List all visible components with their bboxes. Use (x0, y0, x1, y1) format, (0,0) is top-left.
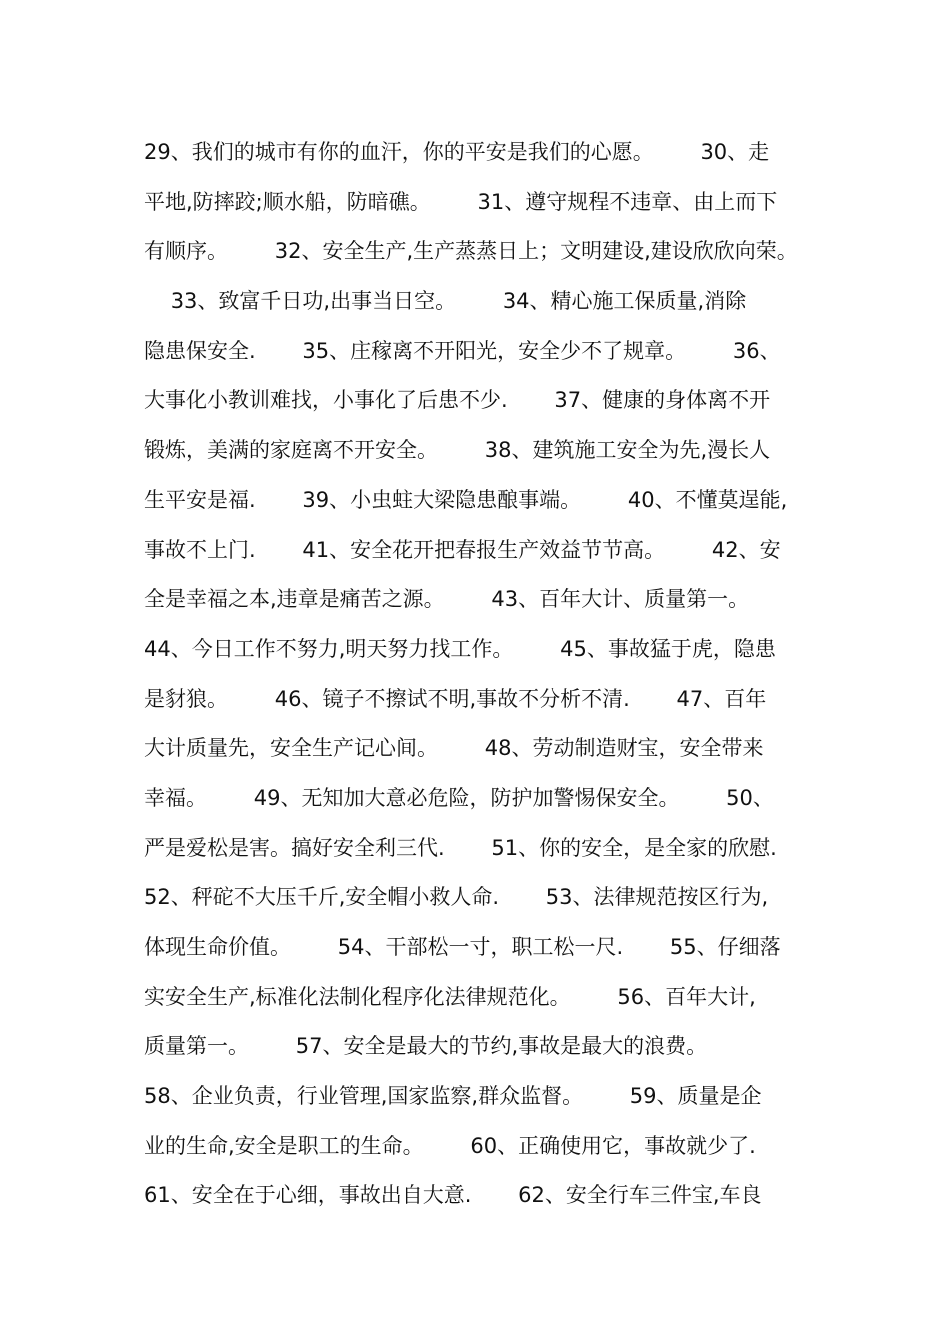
text-line: 是豺狼。 46、镜子不擦试不明,事故不分析不清. 47、百年 (144, 686, 767, 711)
text-line: 全是幸福之本,违章是痛苦之源。 43、百年大计、质量第一。 (144, 587, 750, 612)
text-line: 61、安全在于心细，事故出自大意. 62、安全行车三件宝,车良 (144, 1183, 762, 1208)
text-line: 实安全生产,标准化法制化程序化法律规范化。 56、百年大计, (144, 984, 756, 1009)
text-line: 有顺序。 32、安全生产,生产蒸蒸日上；文明建设,建设欣欣向荣。 (144, 239, 798, 264)
text-line: 事故不上门. 41、安全花开把春报生产效益节节高。 42、安 (144, 537, 781, 562)
body-text (144, 130, 816, 1223)
text-line: 29、我们的城市有你的血汗，你的平安是我们的心愿。 30、走 (144, 140, 770, 164)
text-line: 大计质量先，安全生产记心间。 48、劳动制造财宝，安全带来 (144, 736, 764, 761)
text-line: 质量第一。 57、安全是最大的节约,事故是最大的浪费。 (144, 1034, 708, 1059)
text-line: 业的生命,安全是职工的生命。 60、正确使用它，事故就少了. (144, 1133, 756, 1158)
text-line: 生平安是福. 39、小虫蛀大梁隐患酿事端。 40、不懂莫逞能, (144, 487, 788, 512)
text-line: 33、致富千日功,出事当日空。 34、精心施工保质量,消除 (144, 289, 747, 314)
text-line: 幸福。 49、无知加大意必危险，防护加警惕保安全。 50、 (144, 785, 774, 810)
text-line: 58、企业负责，行业管理,国家监察,群众监督。 59、质量是企 (144, 1084, 762, 1109)
text-line: 体现生命价值。 54、干部松一寸，职工松一尺. 55、仔细落 (144, 935, 781, 959)
text-line: 大事化小教训难找，小事化了后患不少. 37、健康的身体离不开 (144, 388, 771, 413)
text-line: 隐患保安全. 35、庄稼离不开阳光，安全少不了规章。 36、 (144, 338, 781, 363)
text-line: 严是爱松是害。搞好安全利三代. 51、你的安全，是全家的欣慰. (144, 835, 777, 860)
text-line: 44、今日工作不努力,明天努力找工作。 45、事故猛于虎，隐患 (144, 636, 776, 661)
text-line: 平地,防摔跤;顺水船，防暗礁。 31、遵守规程不违章、由上而下 (144, 189, 778, 214)
text-line: 锻炼，美满的家庭离不开安全。 38、建筑施工安全为先,漫长人 (144, 438, 771, 463)
text-line: 52、秤砣不大压千斤,安全帽小救人命. 53、法律规范按区行为, (144, 885, 769, 910)
